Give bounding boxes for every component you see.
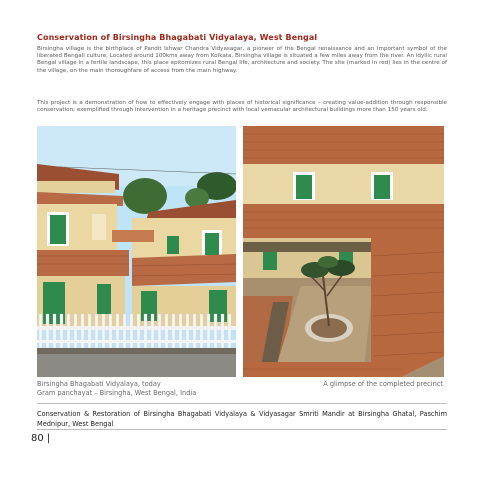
- divider-bottom: [37, 429, 447, 430]
- project-paragraph: This project is a demonstration of how to effectively engage with places of historical significance – creating value-addition through responsible conservation; exemplified through intervention in a heritage precinct with local vernacular architectural buildings more than 150 years old.: [37, 100, 447, 114]
- school-building-photo: [37, 126, 236, 377]
- precinct-courtyard-photo: [243, 126, 444, 377]
- caption-panchayat-line: Gram panchayat – Birsingha, West Bengal, India: [37, 389, 197, 397]
- caption-location-line: Birsingha Bhagabati Vidyalaya, today: [37, 380, 161, 388]
- project-footnote: Conservation & Restoration of Birsingha Bhagabati Vidyalaya & Vidyasagar Smriti Mandir at Birsingha Ghatal, Paschim Mednipur, West Bengal: [37, 410, 447, 428]
- intro-paragraph: Birsingha village is the birthplace of Pandit Ishwar Chandra Vidyasagar, a pioneer of the Bengal renaissance and an important symbol of the liberated Bengali culture. Located around 100kms away from Kolkata, Birsingha village is situated a few miles away from the river. An idyllic rural Bengal village in a fertile landscape, this place epitomizes rural Bengal life, architecture and society. The site (marked in red) lies in the centre of the village, on the main thoroughfare of access from the main highway.: [37, 46, 447, 74]
- divider-top: [37, 403, 447, 404]
- left-photo-caption: [37, 380, 237, 398]
- page-heading: Conservation of Birsingha Bhagabati Vidyalaya, West Bengal: [37, 33, 318, 42]
- right-photo-caption: A glimpse of the completed precinct: [323, 380, 443, 388]
- page-number: 80 |: [31, 433, 51, 444]
